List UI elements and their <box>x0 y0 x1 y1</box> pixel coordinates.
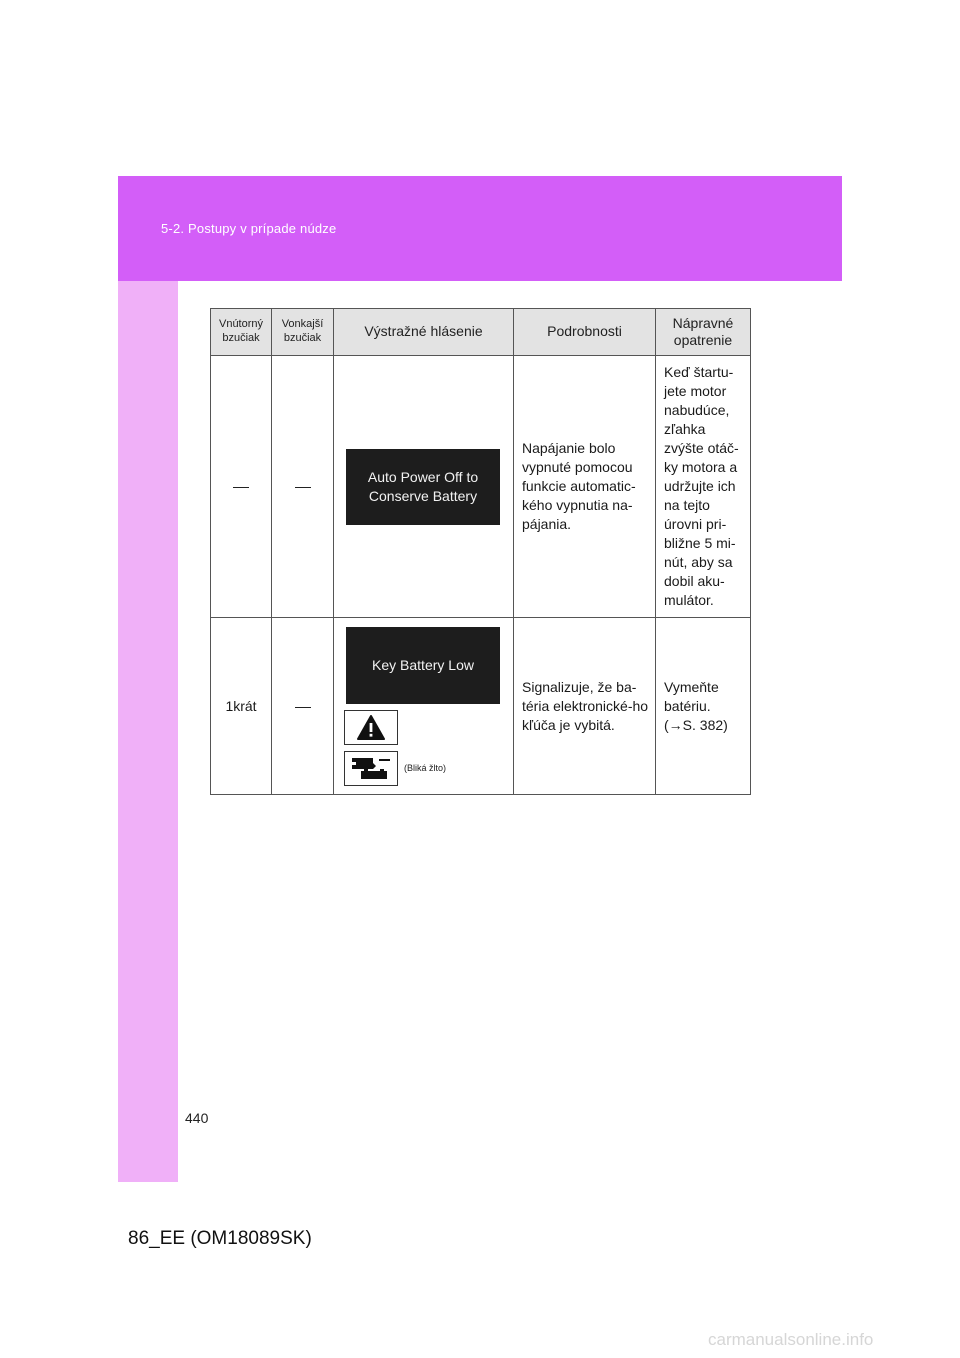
display-message: Key Battery Low <box>346 627 500 704</box>
internal-buzzer-cell <box>211 356 272 618</box>
page-number: 440 <box>185 1110 209 1126</box>
none-dash <box>295 707 311 708</box>
action-cell: Keď štartu-jete motor nabudúce, zľahka zvýšte otáč-ky motora a udržujte ich na tejto úrovni pri-bližne 5 mi-nút, aby sa dobil aku-mulátor. <box>656 356 751 618</box>
details-cell: Signalizuje, že ba-téria elektronické-ho kľúča je vybitá. <box>514 618 656 795</box>
blink-note: (Bliká žlto) <box>404 763 447 773</box>
key-battery-icon <box>344 751 398 786</box>
external-buzzer-cell <box>272 356 334 618</box>
warning-message-cell <box>334 356 514 618</box>
warning-triangle-icon <box>344 710 398 745</box>
warning-message-cell <box>334 618 514 795</box>
side-strip <box>118 176 178 1182</box>
internal-buzzer-cell: 1krát <box>211 618 272 795</box>
none-dash <box>233 487 249 488</box>
table-row <box>211 356 751 618</box>
header-details: Podrobnosti <box>514 309 656 356</box>
action-cell: Vymeňte batériu. (→S. 382) <box>656 618 751 795</box>
header-warning-message: Výstražné hlásenie <box>334 309 514 356</box>
display-message: Auto Power Off to Conserve Battery <box>346 449 500 525</box>
table-row <box>211 618 751 795</box>
watermark: carmanualsonline.info <box>708 1330 874 1349</box>
header-internal-buzzer: Vnútorný bzučiak <box>211 309 272 356</box>
warning-table <box>210 308 751 795</box>
external-buzzer-cell <box>272 618 334 795</box>
section-title: 5-2. Postupy v prípade núdze <box>161 221 337 236</box>
document-code: 86_EE (OM18089SK) <box>128 1228 312 1249</box>
header-corrective-action: Nápravné opatrenie <box>656 309 751 356</box>
table-header-row <box>211 309 751 356</box>
details-cell: Napájanie bolo vypnuté pomocou funkcie automatic-kého vypnutia na-pájania. <box>514 356 656 618</box>
none-dash <box>295 487 311 488</box>
header-external-buzzer: Vonkajší bzučiak <box>272 309 334 356</box>
